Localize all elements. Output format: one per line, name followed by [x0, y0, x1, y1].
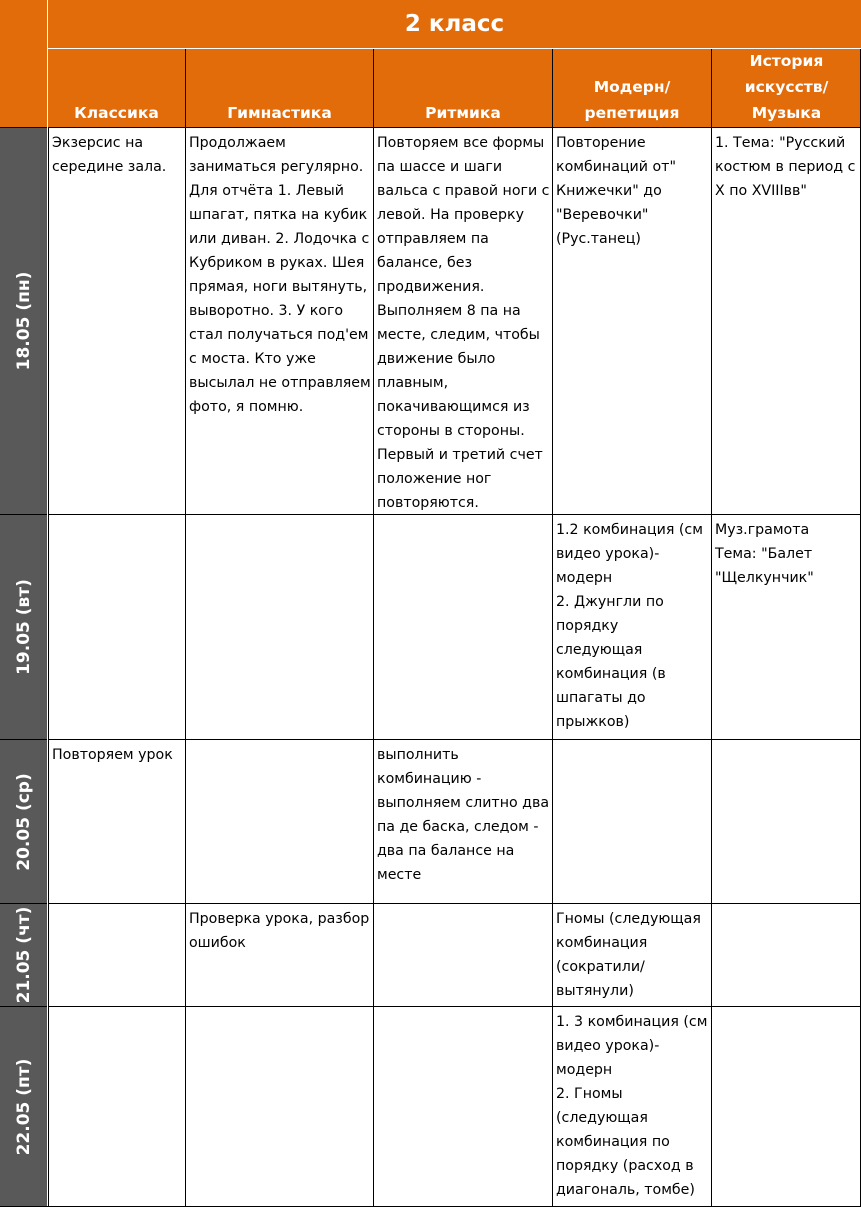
cell-gymnastics [185, 739, 373, 903]
cell-classic [48, 514, 185, 739]
column-header-rhythmics: Ритмика [373, 49, 552, 127]
cell-modern: 1.2 комбинация (см видео урока)- модерн 2. Джунгли по порядку следующая комбинация (в шпагаты до прыжков) [552, 514, 711, 739]
column-header-history: История искусств/ Музыка [711, 49, 861, 127]
cell-history: 1. Тема: "Русский костюм в период с Х по XVIIIвв" [711, 127, 860, 514]
page-title: 2 класс [48, 0, 861, 48]
day-label-fri: 22.05 (пт) [0, 1006, 47, 1207]
cell-modern: 1. 3 комбинация (см видео урока)- модерн 2. Гномы (следующая комбинация по порядку (расход в диагональ, томбе) [552, 1006, 711, 1207]
cell-modern: Повторение комбинаций от" Книжечки" до "Веревочки" (Рус.танец) [552, 127, 711, 514]
cell-classic: Экзерсис на середине зала. [48, 127, 185, 514]
cell-history: Муз.грамота Тема: "Балет "Щелкунчик" [711, 514, 860, 739]
cell-gymnastics: Проверка урока, разбор ошибок [185, 903, 373, 1006]
day-label-mon: 18.05 (пн) [0, 127, 47, 514]
header-corner [0, 0, 47, 127]
cell-modern: Гномы (следующая комбинация (сократили/вытянули) [552, 903, 711, 1006]
cell-classic [48, 1006, 185, 1207]
cell-modern [552, 739, 711, 903]
cell-gymnastics [185, 1006, 373, 1207]
cell-gymnastics: Продолжаем заниматься регулярно. Для отчёта 1. Левый шпагат, пятка на кубик или диван. 2. Лодочка с Кубриком в руках. Шея прямая, ноги вытянуть, выворотно. 3. У кого стал получаться под'ем с моста. Кто уже высылал не отправляем фото, я помню. [185, 127, 373, 514]
cell-classic [48, 903, 185, 1006]
day-label-wed: 20.05 (ср) [0, 739, 47, 903]
cell-classic: Повторяем урок [48, 739, 185, 903]
cell-history [711, 903, 860, 1006]
cell-gymnastics [185, 514, 373, 739]
day-label-thu: 21.05 (чт) [0, 903, 47, 1006]
cell-rhythmics [373, 903, 552, 1006]
column-header-classic: Классика [48, 49, 185, 127]
cell-rhythmics: выполнить комбинацию - выполняем слитно два па де баска, следом - два па балансе на месте [373, 739, 552, 903]
column-header-gymnastics: Гимнастика [185, 49, 373, 127]
cell-rhythmics [373, 1006, 552, 1207]
cell-rhythmics [373, 514, 552, 739]
cell-history [711, 739, 860, 903]
cell-history [711, 1006, 860, 1207]
cell-rhythmics: Повторяем все формы па шассе и шаги вальса с правой ноги с левой. На проверку отправляем па балансе, без продвижения. Выполняем 8 па на месте, следим, чтобы движение было плавным, покачивающимся из стороны в стороны. Первый и третий счет положение ног повторяются. [373, 127, 552, 514]
column-header-modern: Модерн/репетиция [552, 49, 711, 127]
day-label-tue: 19.05 (вт) [0, 514, 47, 739]
